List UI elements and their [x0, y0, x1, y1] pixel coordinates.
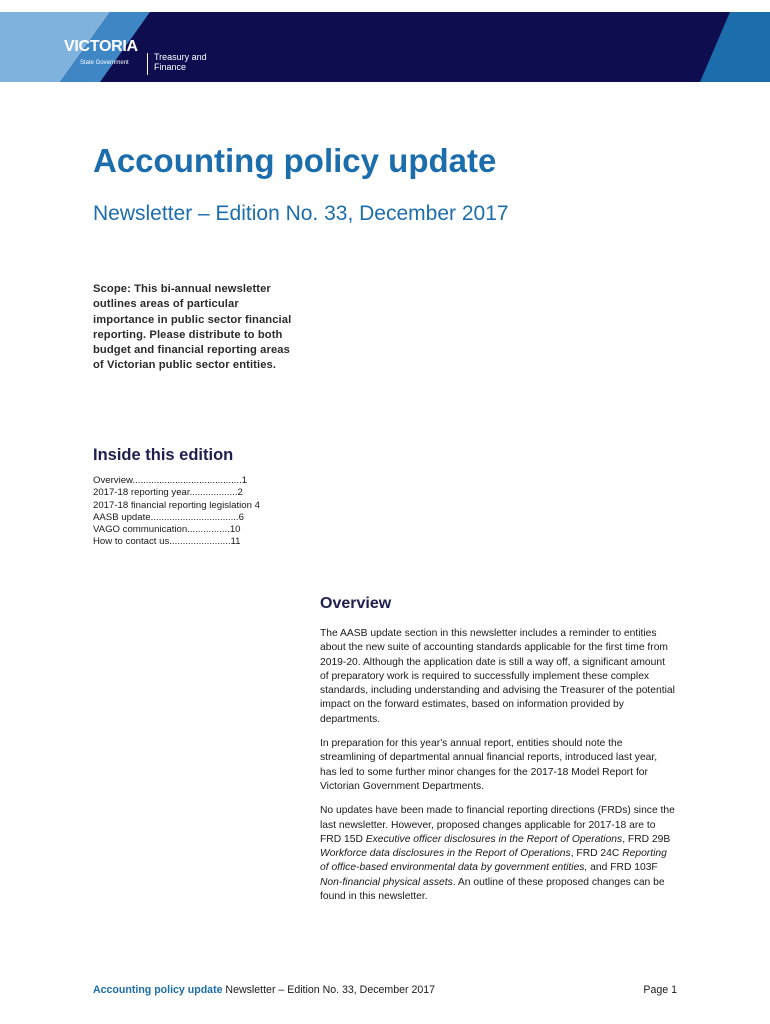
p3-text: and FRD 103F	[587, 862, 658, 874]
p3-text: No updates have been made to financial reporting directions (FRDs) since the last newsletter. However, proposed changes applicable for 2017-18 are to FRD 15D	[320, 805, 675, 845]
p3-text: , FRD 29B	[622, 833, 671, 845]
toc-item-aasb-update[interactable]: AASB update.................................6	[93, 511, 244, 523]
overview-paragraph-2: In preparation for this year's annual report, entities should note the streamlining of departmental annual financial reports, introduced last year, has led to some further minor changes for the 2017-18 Model Report for Victorian Government Departments.	[320, 738, 658, 792]
logo-divider	[147, 53, 148, 75]
footer-text: Newsletter – Edition No. 33, December 2017	[222, 984, 436, 996]
overview-paragraph-1: The AASB update section in this newsletter includes a reminder to entities about the new suite of accounting standards applicable for the first time from 2019-20. Although the application date is still a way off, a significant amount of preparatory work is required to successfully implement these complex standards, including understanding and advising the Treasurer of the potential impact on the forward estimates, based on information provided by departments.	[320, 628, 675, 725]
overview-paragraph-3	[320, 804, 675, 904]
toc-heading: Inside this edition	[93, 446, 234, 464]
department-name: Treasury and Finance	[154, 52, 207, 72]
page-subtitle: Newsletter – Edition No. 33, December 2017	[93, 202, 509, 225]
victoria-logo: VICTORIA	[64, 38, 138, 55]
toc-item-reporting-year[interactable]: 2017-18 reporting year..................2	[93, 487, 243, 499]
page-number: Page 1	[643, 984, 677, 996]
frd-29b-title: Workforce data disclosures in the Report of Operations	[320, 848, 571, 860]
footer-brand: Accounting policy update	[93, 984, 223, 996]
scope-text: Scope: This bi-annual newsletter outlines areas of particular importance in public sector financial reporting. Please distribute to both budget and financial reporting areas of Victorian public sector entities.	[93, 283, 292, 372]
p3-text: . An outline of these proposed changes can be found in this newsletter.	[320, 876, 665, 903]
frd-24c-title: Reporting of office-based environmental data by government entities,	[320, 848, 667, 874]
toc-item-contact[interactable]: How to contact us.......................11	[93, 536, 241, 548]
toc-item-vago[interactable]: VAGO communication................10	[93, 524, 241, 536]
page-title: Accounting policy update	[93, 142, 497, 179]
frd-15d-title: Executive officer disclosures in the Report of Operations	[365, 833, 623, 845]
header-banner	[0, 12, 770, 82]
overview-heading: Overview	[320, 595, 392, 612]
logo-subtitle: State Government	[80, 60, 129, 66]
toc-item-overview[interactable]: Overview.........................................1	[93, 475, 248, 486]
table-of-contents	[93, 475, 260, 549]
frd-103f-title: Non-financial physical assets	[320, 876, 453, 888]
toc-item-legislation[interactable]: 2017-18 financial reporting legislation 4	[93, 499, 260, 511]
p3-text: , FRD 24C	[570, 848, 623, 860]
overview-section	[320, 627, 675, 914]
page-footer	[93, 984, 435, 996]
